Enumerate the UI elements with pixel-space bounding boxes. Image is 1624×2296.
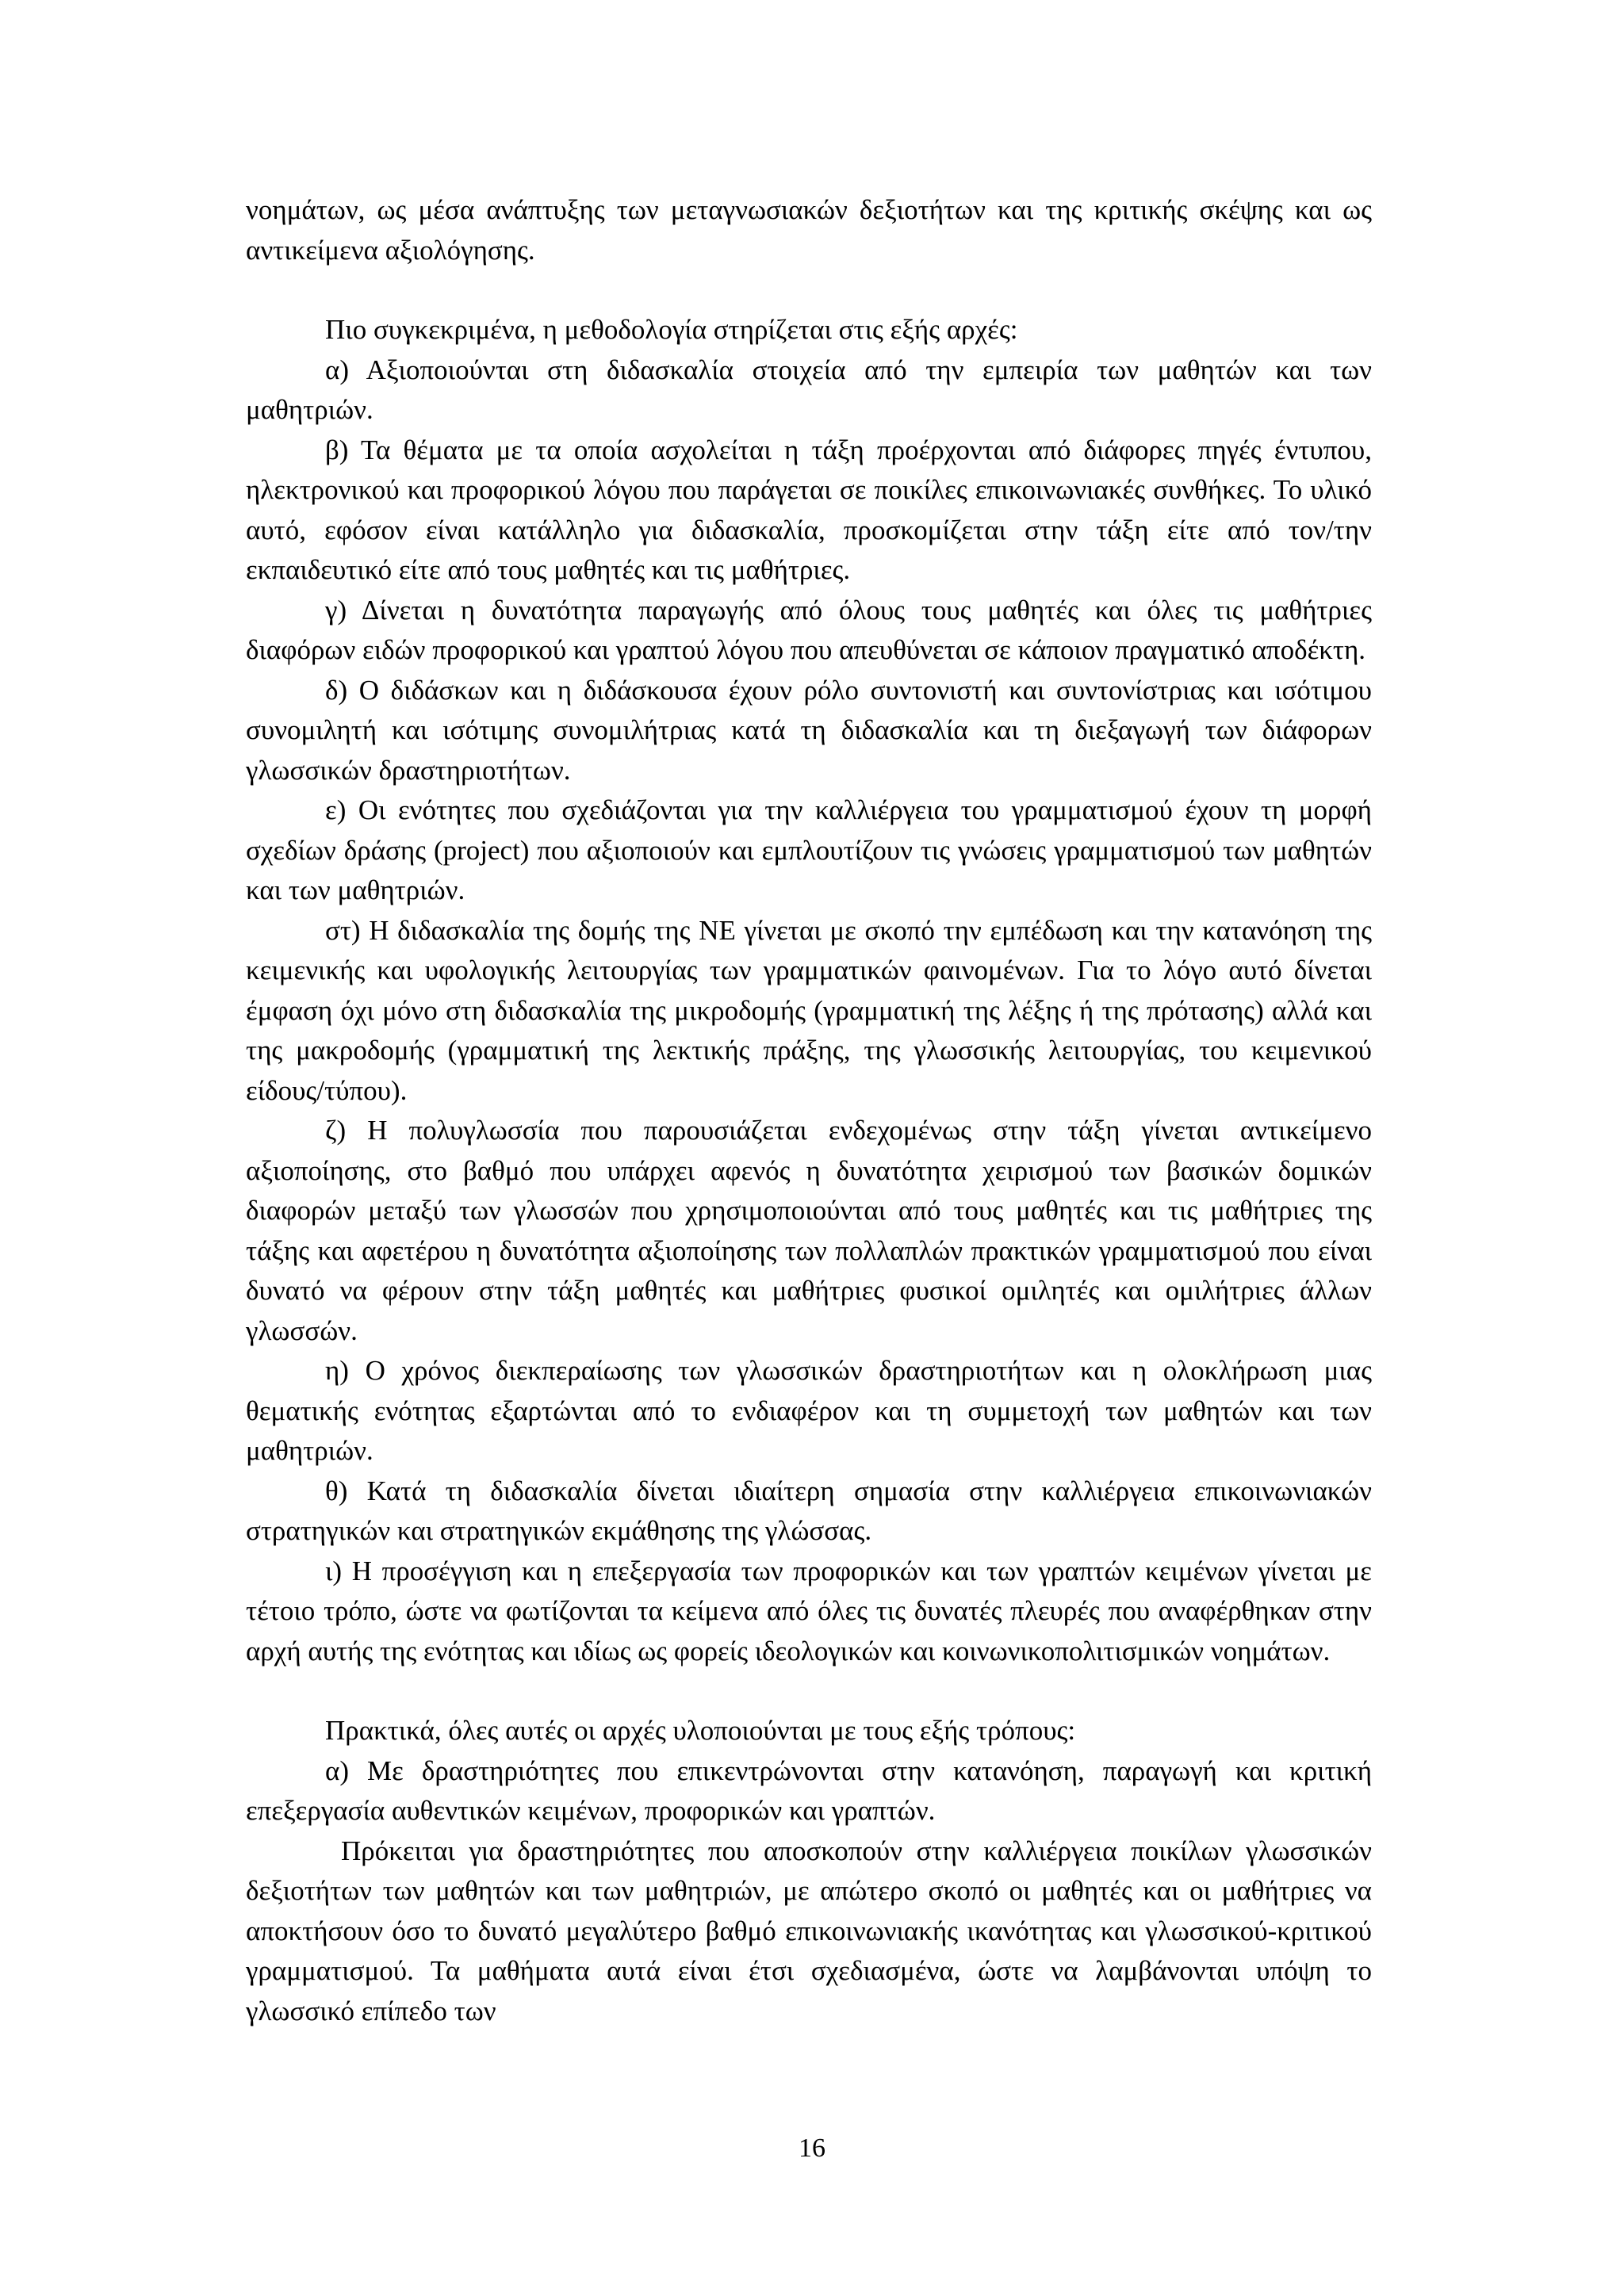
paragraph-principle-z: ζ) Η πολυγλωσσία που παρουσιάζεται ενδεχομένως στην τάξη γίνεται αντικείμενο αξιοποίησης, στο βαθμό που υπάρχει αφενός η δυνατότητα χειρισμού των βασικών δομικών διαφορών μεταξύ των γλωσσών που χρησιμοποιούνται από τους μαθητές και τις μαθήτριες της τάξης και αφετέρου η δυνατότητα αξιοποίησης των πολλαπλών πρακτικών γραμματισμού που είναι δυνατό να φέρουν στην τάξη μαθητές και μαθήτριες φυσικοί ομιλητές και ομιλήτριες άλλων γλωσσών. — [246, 1115, 1372, 1346]
paragraph-gap — [246, 1671, 1372, 1711]
page-body — [246, 190, 1372, 2031]
paragraph-principle-a: α) Αξιοποιούνται στη διδασκαλία στοιχεία από την εμπειρία των μαθητών και των μαθητριών. — [246, 354, 1372, 425]
paragraph-principle-h: η) Ο χρόνος διεκπεραίωσης των γλωσσικών δραστηριοτήτων και η ολοκλήρωση μιας θεματικής ενότητας εξαρτώνται από το ενδιαφέρον και τη συμμετοχή των μαθητών και των μαθητριών. — [246, 1355, 1372, 1466]
paragraph-principle-b: β) Τα θέματα με τα οποία ασχολείται η τάξη προέρχονται από διάφορες πηγές έντυπου, ηλεκτρονικού και προφορικού λόγου που παράγεται σε ποικίλες επικοινωνιακές συνθήκες. Το υλικό αυτό, εφόσον είναι κατάλληλο για διδασκαλία, προσκομίζεται στην τάξη είτε από τον/την εκπαιδευτικό είτε από τους μαθητές και τις μαθήτριες. — [246, 434, 1372, 585]
paragraph-practice-intro: Πρακτικά, όλες αυτές οι αρχές υλοποιούνται με τους εξής τρόπους: — [325, 1715, 1076, 1746]
paragraph-principle-th: θ) Κατά τη διδασκαλία δίνεται ιδιαίτερη σημασία στην καλλιέργεια επικοινωνιακών στρατηγικών και στρατηγικών εκμάθησης της γλώσσας. — [246, 1475, 1372, 1546]
paragraph-principle-d: δ) Ο διδάσκων και η διδάσκουσα έχουν ρόλο συντονιστή και συντονίστριας και ισότιμου συνομιλητή και ισότιμης συνομιλήτριας κατά τη διδασκαλία και τη διεξαγωγή των διάφορων γλωσσικών δραστηριοτήτων. — [246, 674, 1372, 786]
paragraph-principle-c: γ) Δίνεται η δυνατότητα παραγωγής από όλους τους μαθητές και όλες τις μαθήτριες διαφόρων ειδών προφορικού και γραπτού λόγου που απευθύνεται σε κάποιον πραγματικό αποδέκτη. — [246, 594, 1372, 665]
paragraph-gap — [246, 270, 1372, 310]
paragraph-continuation: νοημάτων, ως μέσα ανάπτυξης των μεταγνωσιακών δεξιοτήτων και της κριτικής σκέψης και ως αντικείμενα αξιολόγησης. — [246, 194, 1372, 266]
paragraph-principles-intro: Πιο συγκεκριμένα, η μεθοδολογία στηρίζεται στις εξής αρχές: — [325, 314, 1018, 345]
paragraph-practice-a: α) Με δραστηριότητες που επικεντρώνονται στην κατανόηση, παραγωγή και κριτική επεξεργασία αυθεντικών κειμένων, προφορικών και γραπτών. — [246, 1755, 1372, 1826]
page-number: 16 — [799, 2133, 825, 2163]
paragraph-principle-st: στ) Η διδασκαλία της δομής της ΝΕ γίνεται με σκοπό την εμπέδωση και την κατανόηση της κειμενικής και υφολογικής λειτουργίας των γραμματικών φαινομένων. Για το λόγο αυτό δίνεται έμφαση όχι μόνο στη διδασκαλία της μικροδομής (γραμματική της λέξης ή της πρότασης) αλλά και της μακροδομής (γραμματική της λεκτικής πράξης, της γλωσσικής λειτουργίας, του κειμενικού είδους/τύπου). — [246, 914, 1372, 1106]
paragraph-principle-i: ι) Η προσέγγιση και η επεξεργασία των προφορικών και των γραπτών κειμένων γίνεται με τέτοιο τρόπο, ώστε να φωτίζονται τα κείμενα από όλες τις δυνατές πλευρές που αναφέρθηκαν στην αρχή αυτής της ενότητας και ιδίως ως φορείς ιδεολογικών και κοινωνικοπολιτισμικών νοημάτων. — [246, 1555, 1372, 1667]
paragraph-practice-detail: Πρόκειται για δραστηριότητες που αποσκοπούν στην καλλιέργεια ποικίλων γλωσσικών δεξιοτήτων των μαθητών και των μαθητριών, με απώτερο σκοπό οι μαθητές και οι μαθήτριες να αποκτήσουν όσο το δυνατό μεγαλύτερο βαθμό επικοινωνιακής ικανότητας και γλωσσικού-κριτικού γραμματισμού. Τα μαθήματα αυτά είναι έτσι σχεδιασμένα, ώστε να λαμβάνονται υπόψη το γλωσσικό επίπεδο των — [246, 1835, 1372, 2026]
paragraph-principle-e: ε) Οι ενότητες που σχεδιάζονται για την καλλιέργεια του γραμματισμού έχουν τη μορφή σχεδίων δράσης (project) που αξιοποιούν και εμπλουτίζουν τις γνώσεις γραμματισμού των μαθητών και των μαθητριών. — [246, 794, 1372, 905]
